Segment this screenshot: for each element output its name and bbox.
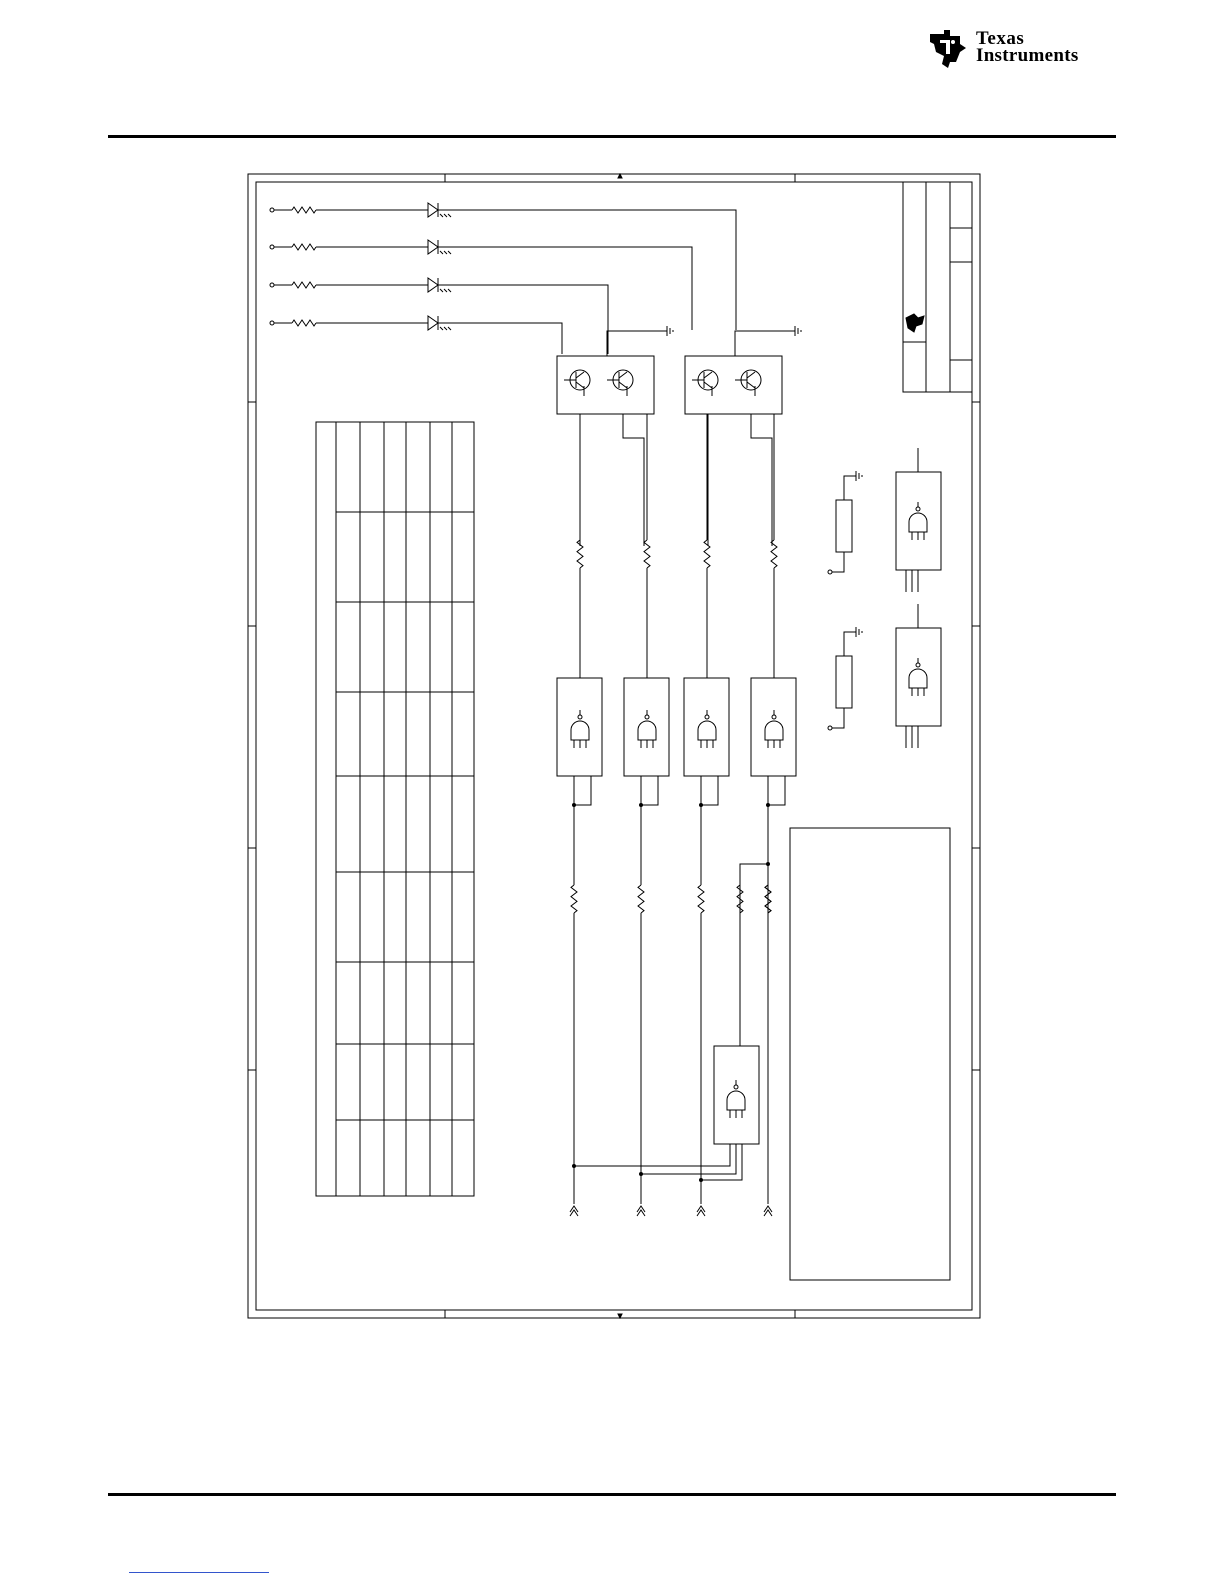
buffer-channel (684, 414, 729, 1216)
ground-icon (789, 326, 801, 336)
gate-icon (909, 502, 927, 540)
input-pin-icon (270, 245, 274, 249)
resistor-icon (644, 540, 650, 568)
resistor-icon (765, 885, 771, 913)
signal-chain (557, 414, 796, 1216)
connector-icon (764, 1206, 772, 1216)
resistor-icon (292, 244, 316, 250)
combiner-gate (573, 863, 772, 1205)
buffer-ic (624, 678, 669, 776)
logo-line-1: Texas (976, 28, 1025, 49)
buffer-ic (557, 678, 602, 776)
drawing-frame-outer (248, 174, 980, 1318)
led-input-row (270, 203, 736, 330)
resistor-icon (704, 540, 710, 568)
gate-icon (638, 710, 656, 748)
frame-ticks (248, 174, 980, 1318)
resistor-icon (577, 540, 583, 568)
logo-line-2: Instruments (976, 45, 1079, 66)
buffer-ic (684, 678, 729, 776)
combiner-ic (714, 1046, 759, 1144)
led-diode-icon (428, 316, 438, 330)
buffer-channel (624, 414, 669, 1216)
transistor-array (685, 326, 801, 546)
buffer-ic (751, 678, 796, 776)
gate-icon (765, 710, 783, 748)
buffer-channel (751, 414, 796, 1216)
connector-icon (570, 1206, 578, 1216)
ground-icon (850, 471, 862, 481)
gate-icon (698, 710, 716, 748)
buffer-ic (896, 628, 941, 726)
input-pin-icon (828, 570, 832, 574)
ground-icon (661, 326, 673, 336)
resistor-icon (638, 885, 644, 913)
gate-icon (571, 710, 589, 748)
drawing-frame-inner (256, 182, 972, 1310)
connector-icon (637, 1206, 645, 1216)
resistor-block (836, 500, 852, 552)
aux-buffers (828, 448, 941, 748)
buffer-channel (557, 414, 602, 1216)
transistor-arrays (557, 326, 801, 546)
parts-table (316, 422, 474, 1196)
resistor-icon (698, 885, 704, 913)
resistor-block (836, 656, 852, 708)
transistor-array (557, 326, 673, 546)
input-pin-icon (828, 726, 832, 730)
input-pin-icon (270, 208, 274, 212)
connector-icon (697, 1206, 705, 1216)
gate-icon (727, 1080, 745, 1118)
led-input-row (270, 278, 608, 354)
aux-buffer (828, 448, 941, 592)
title-block (903, 182, 972, 392)
aux-buffer (828, 604, 941, 748)
input-pin-icon (270, 283, 274, 287)
led-diode-icon (428, 203, 438, 217)
notes-box (790, 828, 950, 1280)
resistor-icon (292, 320, 316, 326)
resistor-icon (737, 885, 743, 913)
ti-small-logo-icon (906, 314, 924, 332)
gate-icon (909, 658, 927, 696)
resistor-icon (292, 207, 316, 213)
input-pin-icon (270, 321, 274, 325)
resistor-icon (571, 885, 577, 913)
resistor-icon (292, 282, 316, 288)
led-input-row (270, 316, 562, 354)
led-diode-icon (428, 278, 438, 292)
ground-icon (850, 627, 862, 637)
led-diode-icon (428, 240, 438, 254)
buffer-ic (896, 472, 941, 570)
